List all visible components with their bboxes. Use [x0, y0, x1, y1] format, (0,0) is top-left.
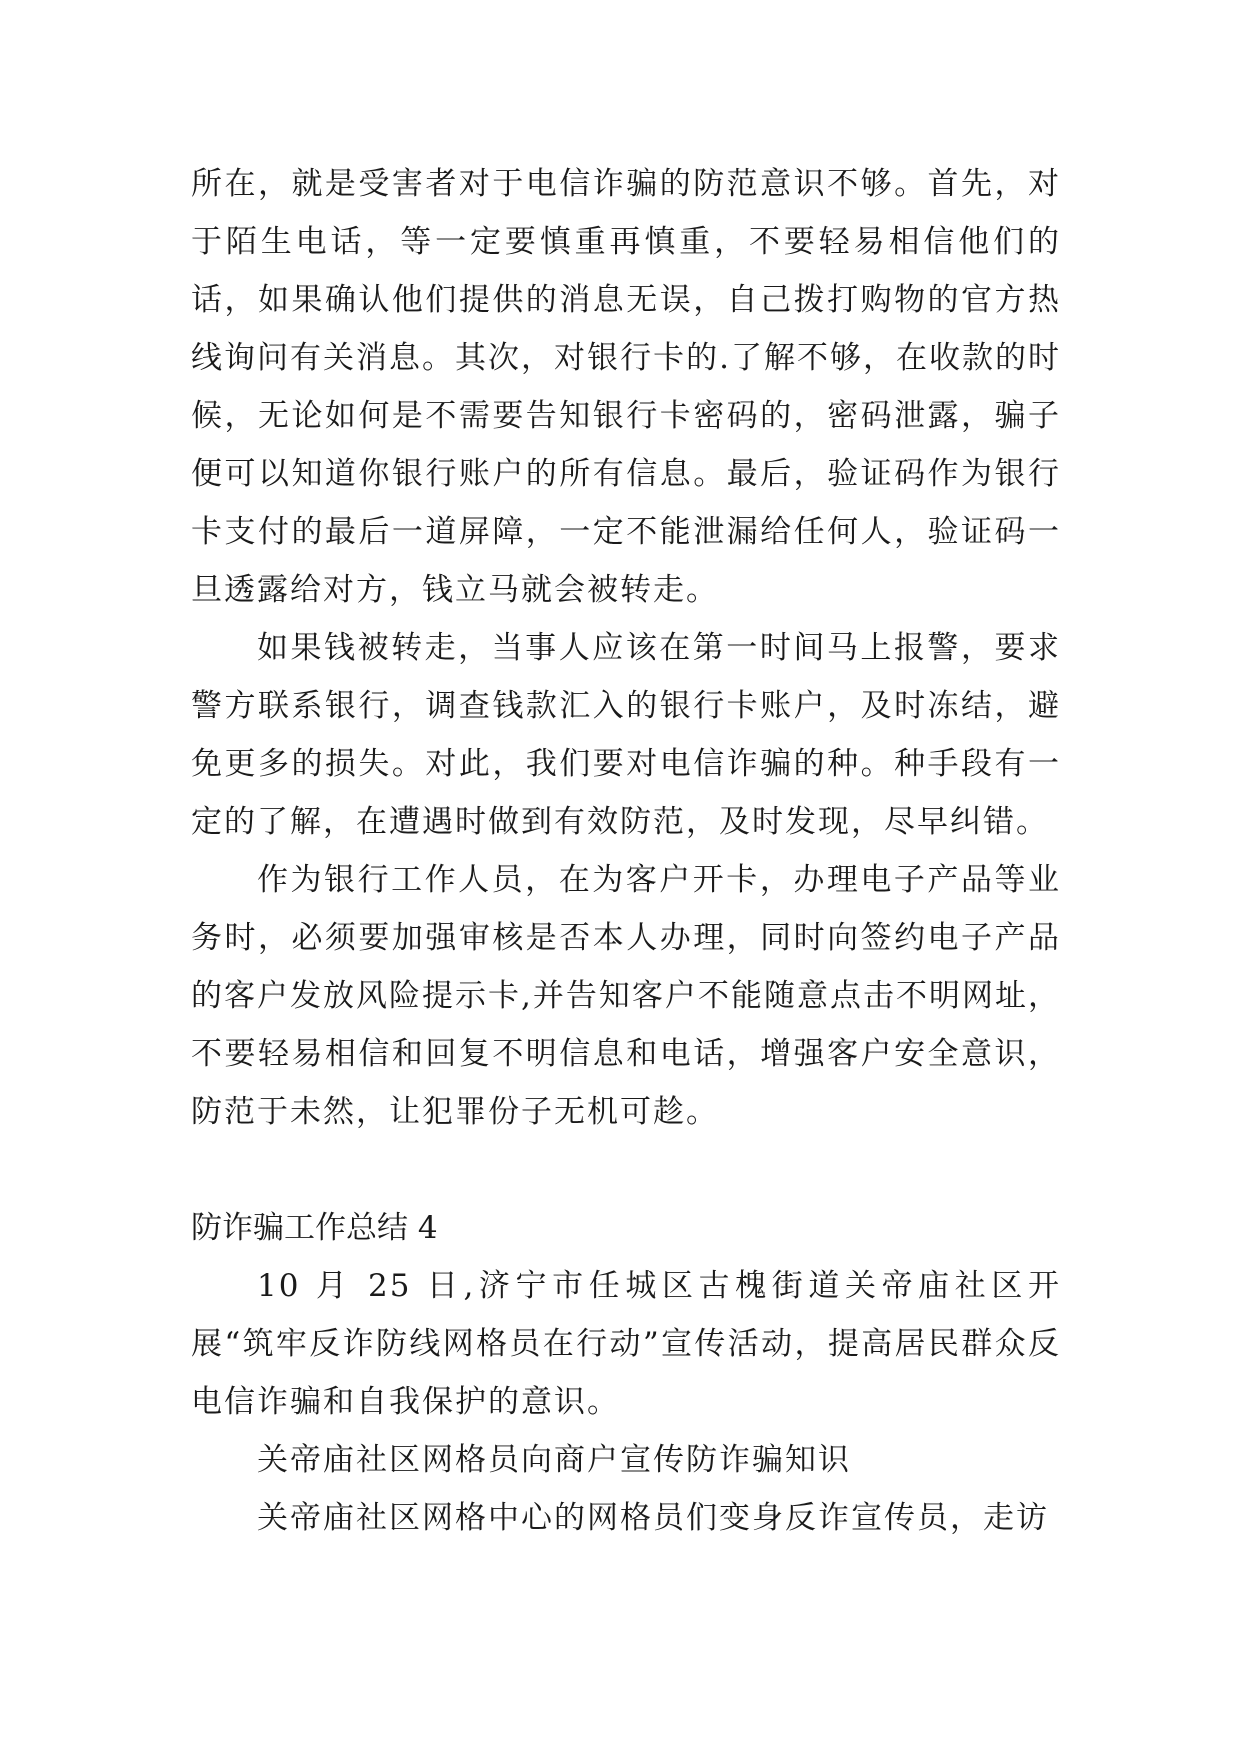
- section-heading: 防诈骗工作总结 4: [191, 1210, 438, 1246]
- paragraph-bank-staff: 作为银行工作人员，在为客户开卡，办理电子产品等业务时，必须要加强审核是否本人办理，同时向签约电子产品的客户发放风险提示卡,并告知客户不能随意点击不明网址，不要轻易相信和回复不明信息和电话，增强客户安全意识，防范于未然，让犯罪份子无机可趁。: [191, 862, 1061, 1130]
- paragraph-event: 10 月 25 日,济宁市任城区古槐街道关帝庙社区开展“筑牢反诈防线网格员在行动”宣传活动，提高居民群众反电信诈骗和自我保护的意识。: [191, 1268, 1061, 1420]
- document-body: [191, 155, 1061, 1547]
- paragraph-grid-workers: 关帝庙社区网格中心的网格员们变身反诈宣传员，走访: [257, 1500, 1049, 1536]
- paragraph-money-transferred: 如果钱被转走，当事人应该在第一时间马上报警，要求警方联系银行，调查钱款汇入的银行卡账户，及时冻结，避免更多的损失。对此，我们要对电信诈骗的种。种手段有一定的了解，在遭遇时做到有效防范，及时发现，尽早纠错。: [191, 630, 1061, 840]
- paragraph-caption: 关帝庙社区网格员向商户宣传防诈骗知识: [257, 1442, 851, 1478]
- paragraph-continued: 所在，就是受害者对于电信诈骗的防范意识不够。首先，对于陌生电话，等一定要慎重再慎重，不要轻易相信他们的话，如果确认他们提供的消息无误，自己拨打购物的官方热线询问有关消息。其次，对银行卡的.了解不够，在收款的时候，无论如何是不需要告知银行卡密码的，密码泄露，骗子便可以知道你银行账户的所有信息。最后，验证码作为银行卡支付的最后一道屏障，一定不能泄漏给任何人，验证码一旦透露给对方，钱立马就会被转走。: [191, 166, 1061, 608]
- section-gap: [191, 1141, 1061, 1199]
